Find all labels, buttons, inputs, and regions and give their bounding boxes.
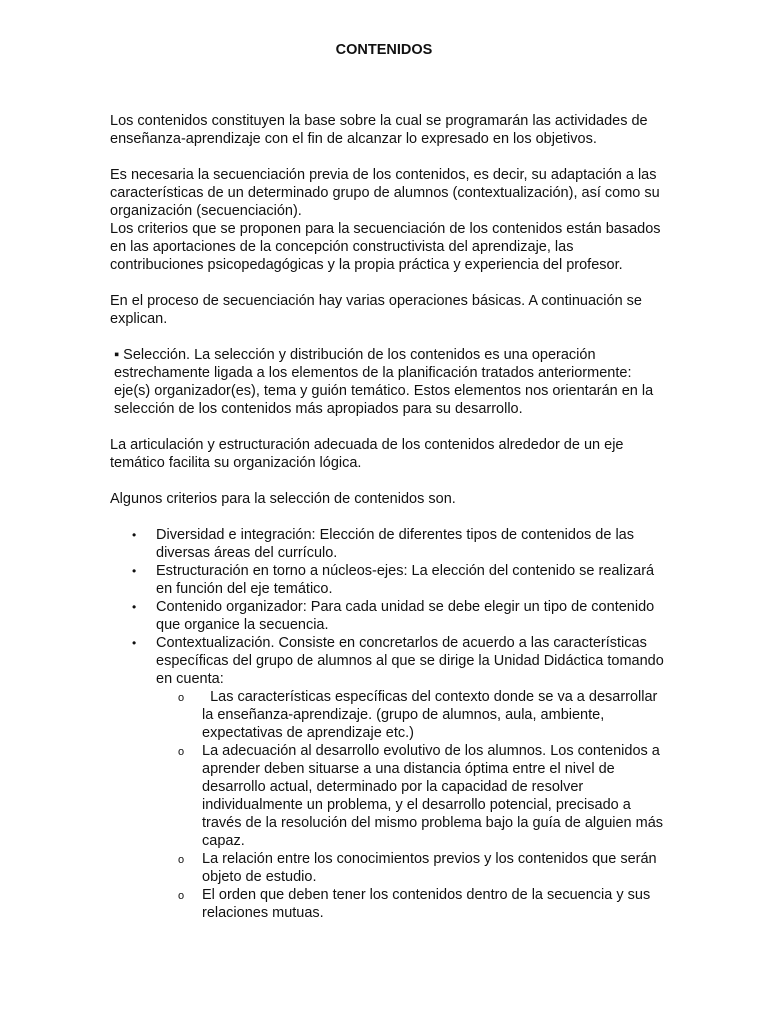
list-item-text: Contenido organizador: Para cada unidad se debe elegir un tipo de contenido que organice la secuencia.	[156, 599, 655, 633]
sub-list-item	[156, 742, 670, 850]
bullet-icon: •	[132, 600, 137, 614]
paragraph-intro: Los contenidos constituyen la base sobre la cual se programarán las actividades de enseñanza-aprendizaje con el fin de alcanzar lo expresado en los objetivos.	[110, 113, 648, 147]
paragraph-articulacion: La articulación y estructuración adecuada de los contenidos alrededor de un eje temático facilita su organización lógica.	[110, 437, 624, 471]
criteria-list	[110, 526, 670, 922]
circle-bullet-icon: o	[178, 854, 185, 866]
spacer	[110, 418, 670, 436]
bullet-icon: •	[132, 564, 137, 578]
subcriteria-list	[156, 688, 670, 922]
list-item-text: Estructuración en torno a núcleos-ejes: La elección del contenido se realizará en función del eje temático.	[156, 563, 655, 597]
spacer	[110, 274, 670, 292]
paragraph-seleccion: ▪ Selección. La selección y distribución de los contenidos es una operación estrechamente ligada a los elementos de la planificación tratados anteriormente: eje(s) organizador(es), tema y guión temático. Estos elementos nos orientarán en la selección de los contenidos más apropiados para su desarrollo.	[114, 347, 654, 417]
spacer	[110, 148, 670, 166]
sub-list-item-text: La relación entre los conocimientos previos y los contenidos que serán objeto de estudio.	[202, 851, 657, 885]
paragraph-criterios: Los criterios que se proponen para la secuenciación de los contenidos están basados en las aportaciones de la concepción constructivista del aprendizaje, las contribuciones psicopedagógicas y la propia práctica y experiencia del profesor.	[110, 221, 661, 273]
paragraph-algunos-criterios: Algunos criterios para la selección de contenidos son.	[110, 491, 456, 507]
sub-list-item-text: El orden que deben tener los contenidos dentro de la secuencia y sus relaciones mutuas.	[202, 887, 651, 921]
list-item	[110, 562, 670, 598]
list-item	[110, 598, 670, 634]
spacer	[110, 472, 670, 490]
page-title: CONTENIDOS	[335, 42, 433, 58]
paragraph-secuenciacion: Es necesaria la secuenciación previa de los contenidos, es decir, su adaptación a las características de un determinado grupo de alumnos (contextualización), así como su organización (secuenciación).	[110, 167, 660, 219]
circle-bullet-icon: o	[178, 890, 185, 902]
spacer	[110, 328, 670, 346]
list-item	[110, 526, 670, 562]
sub-list-item-text: La adecuación al desarrollo evolutivo de los alumnos. Los contenidos a aprender deben situarse a una distancia óptima entre el nivel de desarrollo actual, determinado por la capacidad de resolver individualmente un problema, y el desarrollo potencial, precisado a través de la resolución del mismo problema bajo la guía de alguien más capaz.	[202, 743, 664, 849]
sub-list-item	[156, 850, 670, 886]
paragraph-operaciones: En el proceso de secuenciación hay varias operaciones básicas. A continuación se explican.	[110, 293, 642, 327]
circle-bullet-icon: o	[178, 746, 185, 758]
list-item-text: Diversidad e integración: Elección de diferentes tipos de contenidos de las diversas áreas del currículo.	[156, 527, 634, 561]
spacer	[110, 508, 670, 526]
circle-bullet-icon: o	[178, 692, 185, 704]
sub-list-item-text: Las características específicas del contexto donde se va a desarrollar la enseñanza-aprendizaje. (grupo de alumnos, aula, ambiente, expectativas de aprendizaje etc.)	[202, 689, 662, 741]
sub-list-item	[156, 886, 670, 922]
document-body	[110, 112, 670, 922]
bullet-icon: •	[132, 636, 137, 650]
sub-list-item	[156, 688, 670, 742]
list-item-text: Contextualización. Consiste en concretarlos de acuerdo a las características específicas del grupo de alumnos al que se dirige la Unidad Didáctica tomando en cuenta:	[156, 635, 664, 687]
bullet-icon: •	[132, 528, 137, 542]
list-item	[110, 634, 670, 922]
